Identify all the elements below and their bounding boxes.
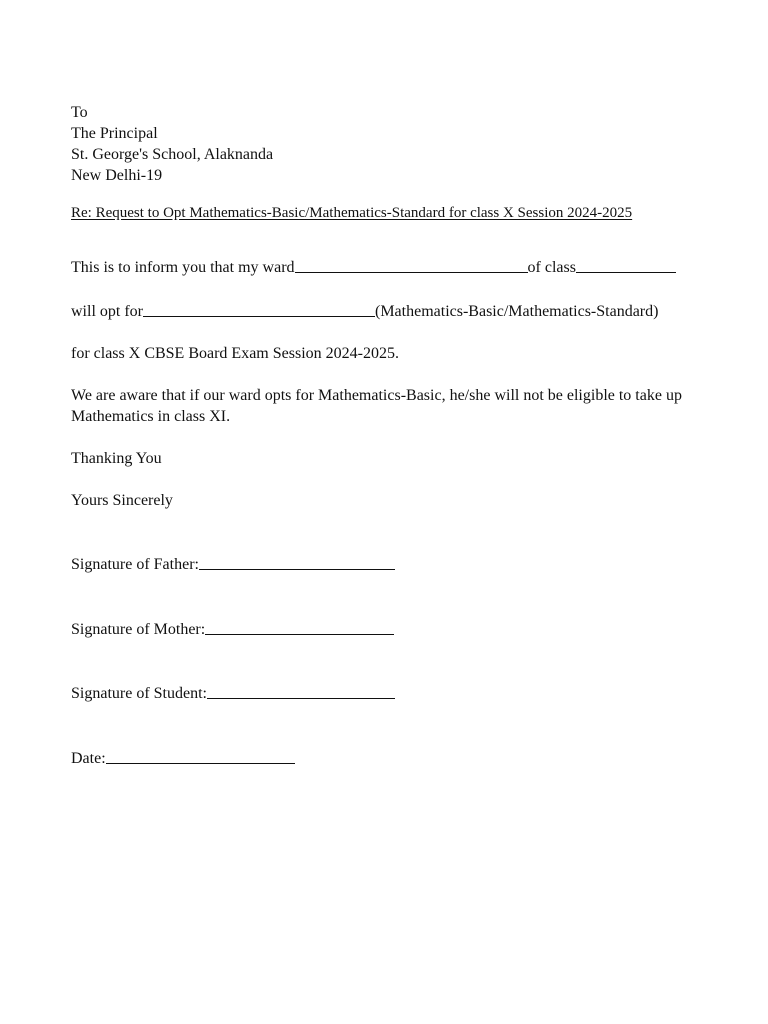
mother-signature-label: Signature of Mother: [71,621,206,638]
date-line [71,746,711,769]
ward-line [71,255,711,278]
father-signature-blank[interactable] [199,553,395,570]
student-signature-label: Signature of Student: [71,685,207,702]
ward-name-blank[interactable] [295,256,528,273]
ward-prefix: This is to inform you that my ward [71,259,295,276]
letter [71,102,711,769]
date-label: Date: [71,750,106,767]
subject-choice-blank[interactable] [143,300,375,317]
subject-line: Re: Request to Opt Mathematics-Basic/Mathematics-Standard for class X Session 2024-2025 [71,205,633,221]
student-signature-line [71,681,711,704]
opt-line [71,299,711,322]
address-to: To [71,104,88,121]
sign-off: Yours Sincerely [71,492,173,509]
mother-signature-blank[interactable] [205,618,394,635]
address-recipient: The Principal [71,125,158,142]
address-city: New Delhi-19 [71,167,163,184]
awareness-paragraph: We are aware that if our ward opts for Mathematics-Basic, he/she will not be eligible to take up Mathematics in class XI. [71,387,682,425]
father-signature-label: Signature of Father: [71,556,199,573]
date-blank[interactable] [106,747,295,764]
class-prefix: of class [527,259,576,276]
opt-prefix: will opt for [71,303,143,320]
exam-line: for class X CBSE Board Exam Session 2024-2025. [71,345,399,362]
class-blank[interactable] [576,256,676,273]
father-signature-line [71,552,711,575]
mother-signature-line [71,617,711,640]
student-signature-blank[interactable] [207,682,395,699]
address-block [71,102,711,186]
opt-suffix: (Mathematics-Basic/Mathematics-Standard) [375,303,659,320]
address-school: St. George's School, Alaknanda [71,146,274,163]
thanking-line: Thanking You [71,450,162,467]
